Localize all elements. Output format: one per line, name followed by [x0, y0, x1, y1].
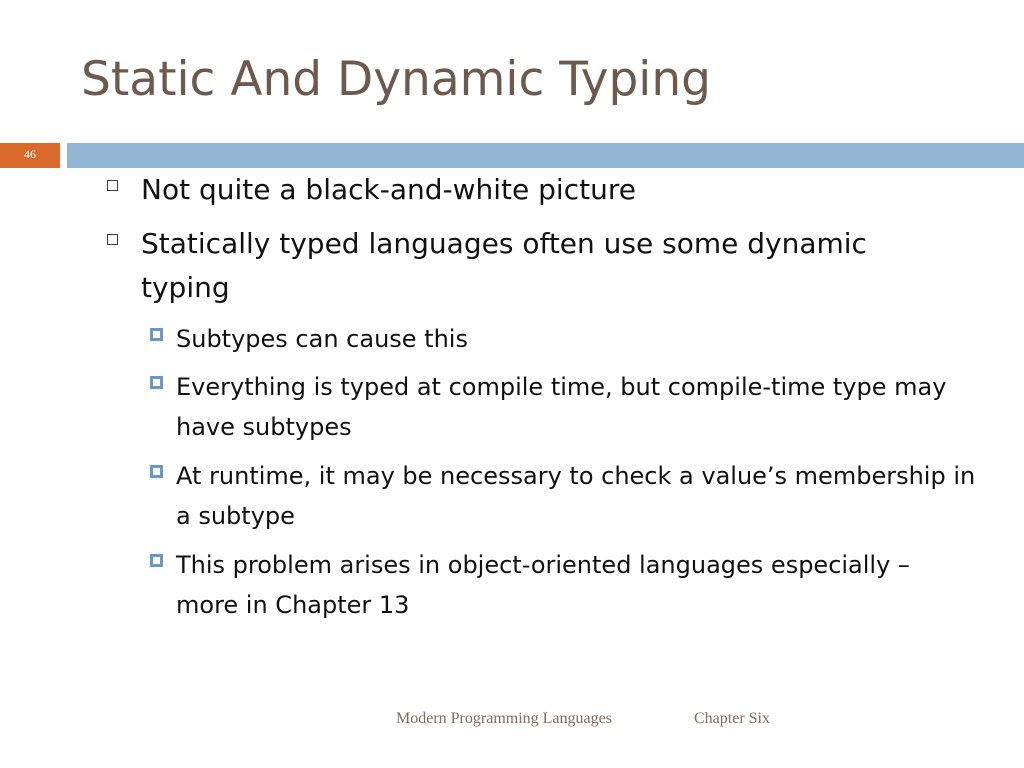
sub-bullet-text: This problem arises in object-oriented languages especially – more in Chapter 13: [176, 551, 910, 619]
square-bullet-icon: [150, 376, 163, 389]
footer-course-title: Modern Programming Languages: [396, 710, 612, 727]
bullet-text: Not quite a black-and-white picture: [141, 173, 636, 206]
sub-bullet-text: Subtypes can cause this: [176, 325, 468, 353]
square-bullet-icon: [150, 328, 163, 341]
square-bullet-icon: [150, 465, 163, 478]
sub-bullet-text: At runtime, it may be necessary to check a value’s membership in a subtype: [176, 462, 976, 530]
bullet-text: Statically typed languages often use some dynamic typing: [141, 227, 867, 304]
footer-chapter: Chapter Six: [694, 710, 770, 727]
sub-bullet-text: Everything is typed at compile time, but compile-time type may have subtypes: [176, 373, 947, 441]
square-bullet-icon: [150, 554, 163, 567]
hollow-square-bullet-icon: [107, 180, 118, 191]
slide-number: 46: [24, 147, 36, 161]
slide-title: Static And Dynamic Typing: [81, 52, 711, 107]
hollow-square-bullet-icon: [107, 234, 118, 245]
